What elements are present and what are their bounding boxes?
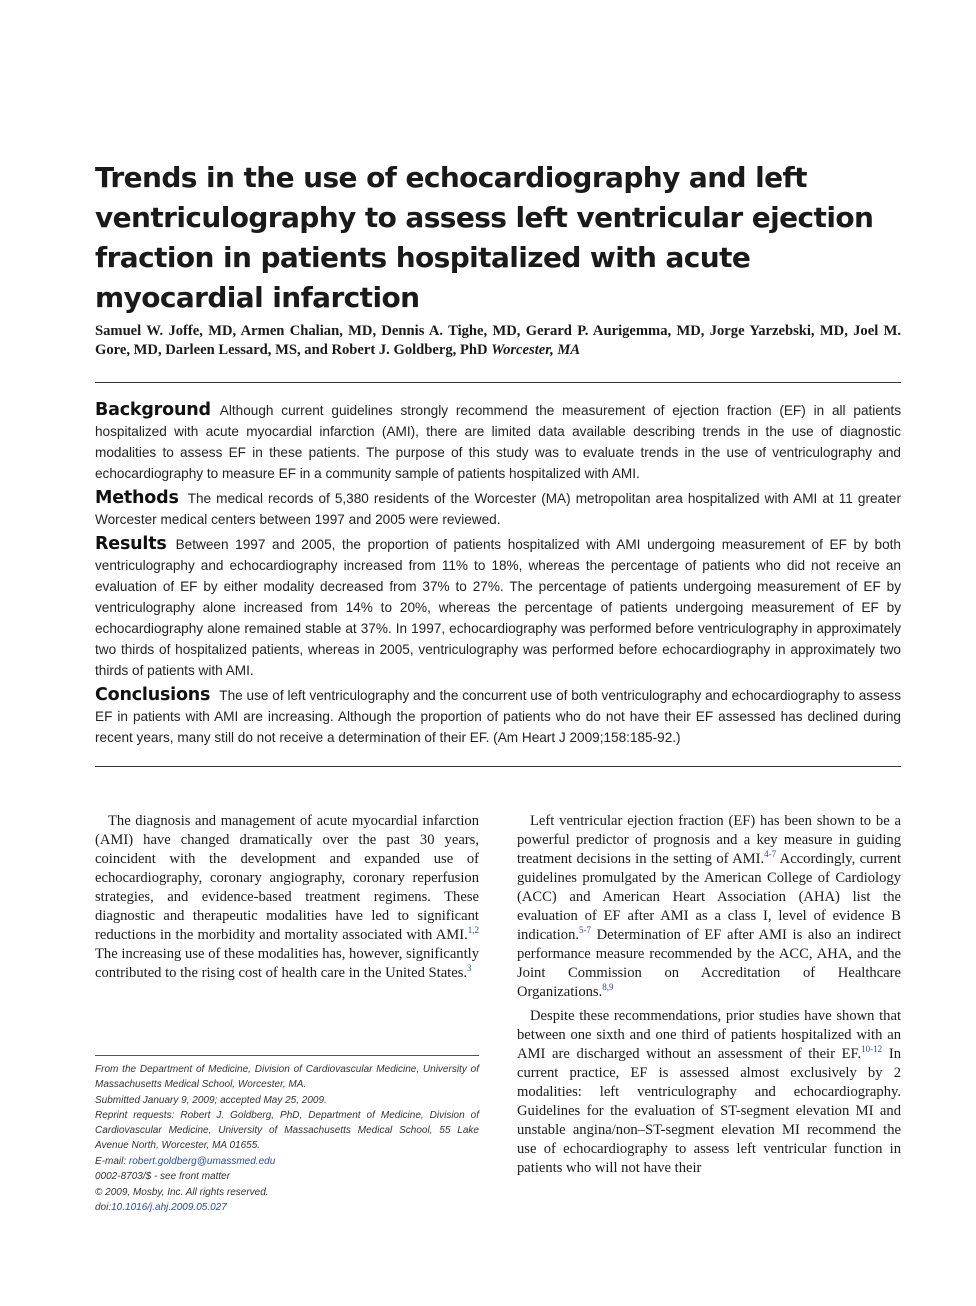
abstract-methods (95, 488, 901, 530)
citation-link[interactable]: 8,9 (602, 982, 614, 993)
methods-heading: Methods (95, 488, 179, 508)
citation-link[interactable]: 5-7 (579, 925, 592, 936)
abstract-background (95, 400, 901, 484)
body-paragraph (517, 1007, 901, 1178)
abstract-bottom-rule (95, 766, 901, 767)
abstract (95, 400, 901, 752)
paragraph-text: Determination of EF after AMI is also an indirect performance measure recommended by the ACC, AHA, and the Joint Commission on Accreditation of Healthcare Organizations. (517, 927, 901, 1000)
footnote-doi (95, 1200, 479, 1215)
email-label: E-mail: (95, 1155, 129, 1167)
footnote-affiliation: From the Department of Medicine, Division of Cardiovascular Medicine, University of Massachusetts Medical School, Worcester, MA. (95, 1064, 479, 1090)
results-text: Between 1997 and 2005, the proportion of patients hospitalized with AMI undergoing measurement of EF by both ventriculography and echocardiography increased from 11% to 18%, whereas the percentage of patients who did not receive an evaluation of EF by either modality decreased from 37% to 27%. The percentage of patients undergoing measurement of EF by ventriculography alone increased from 14% to 20%, whereas the percentage of patients undergoing measurement of EF by echocardiography alone remained stable at 37%. In 1997, echocardiography was performed before ventriculography in approximately two thirds of hospitalized patients, whereas in 2005, ventriculography was performed before echocardiography in approximately two thirds of patients with AMI. (95, 537, 901, 678)
citation-link[interactable]: 1,2 (467, 925, 479, 936)
footnote-issn: 0002-8703/$ - see front matter (95, 1171, 231, 1182)
paragraph-text: The diagnosis and management of acute myocardial infarction (AMI) have changed dramatically over the past 30 years, coincident with the development and expanded use of echocardiography, coronary angiography, coronary reperfusion strategies, and evidence-based treatment regimens. These diagnostic and therapeutic modalities have led to significant reductions in the morbidity and mortality associated with AMI. (95, 813, 479, 943)
footnote-reprint: Reprint requests: Robert J. Goldberg, PhD, Department of Medicine, Division of Cardiovascular Medicine, University of Massachusetts Medical School, 55 Lake Avenue North, Worcester, MA 01655. (95, 1110, 479, 1151)
body-paragraph (95, 812, 479, 983)
conclusions-text: The use of left ventriculography and the concurrent use of both ventriculography and echocardiography to assess EF in patients with AMI are increasing. Although the proportion of patients who do not have their EF assessed has declined during recent years, many still do not receive a determination of their EF. (Am Heart J 2009;158:185-92.) (95, 688, 901, 745)
citation-link[interactable]: 3 (467, 963, 472, 974)
body-paragraph (517, 812, 901, 1002)
background-text: Although current guidelines strongly recommend the measurement of ejection fraction (EF) in all patients hospitalized with acute myocardial infarction (AMI), there are limited data available describing trends in the use of diagnostic modalities to assess EF in these patients. The purpose of this study was to evaluate trends in the use of ventriculography and echocardiography to measure EF in a community sample of patients hospitalized with AMI. (95, 403, 901, 481)
paragraph-text: Despite these recommendations, prior studies have shown that between one sixth and one third of patients hospitalized with an AMI are discharged without an assessment of their EF. (517, 1008, 901, 1062)
abstract-conclusions (95, 685, 901, 748)
abstract-results (95, 534, 901, 681)
citation-link[interactable]: 4-7 (764, 849, 777, 860)
article-title: Trends in the use of echocardiography and left ventriculography to assess left ventricular ejection fraction in patients hospitalized with acute myocardial infarction (95, 161, 874, 314)
body-column-right (517, 812, 901, 1183)
author-location: Worcester, MA (491, 342, 581, 358)
abstract-top-rule (95, 382, 901, 383)
footnote-rule (95, 1055, 479, 1056)
author-list (95, 322, 901, 360)
paragraph-text: The increasing use of these modalities has, however, significantly contributed to the rising cost of health care in the United States. (95, 946, 479, 981)
footnote-dates: Submitted January 9, 2009; accepted May 25, 2009. (95, 1094, 327, 1106)
footnote-copyright: © 2009, Mosby, Inc. All rights reserved. (95, 1186, 269, 1198)
paragraph-text: Accordingly, current guidelines promulgated by the American College of Cardiology (ACC) and American Heart Association (AHA) list the evaluation of EF after AMI as a class I, level of evidence B indication. (517, 851, 901, 943)
body-column-left (95, 812, 479, 988)
footnotes (95, 1062, 479, 1216)
email-link[interactable]: robert.goldberg@umassmed.edu (128, 1155, 276, 1167)
conclusions-heading: Conclusions (95, 685, 211, 705)
paragraph-text: In current practice, EF is assessed almost exclusively by 2 modalities: left ventriculography and echocardiography. Guidelines for the evaluation of ST-segment elevation MI and unstable angina/non–ST-segment elevation MI recommend the use of echocardiography to assess left ventricular function in patients who will not have their (517, 1046, 901, 1176)
citation-link[interactable]: 10-12 (861, 1044, 883, 1055)
paragraph-text: Left ventricular ejection fraction (EF) has been shown to be a powerful predictor of prognosis and a key measure in guiding treatment decisions in the setting of AMI. (517, 813, 901, 867)
doi-label: doi: (95, 1202, 112, 1213)
methods-text: The medical records of 5,380 residents of the Worcester (MA) metropolitan area hospitalized with AMI at 11 greater Worcester medical centers between 1997 and 2005 were reviewed. (95, 491, 901, 527)
footnote-email (95, 1154, 479, 1169)
doi-link[interactable]: 10.1016/j.ahj.2009.05.027 (111, 1202, 227, 1213)
results-heading: Results (95, 534, 167, 554)
authors-names: Samuel W. Joffe, MD, Armen Chalian, MD, Dennis A. Tighe, MD, Gerard P. Aurigemma, MD, Jorge Yarzebski, MD, Joel M. Gore, MD, Darleen Lessard, MS, and Robert J. Goldberg, PhD (95, 323, 901, 358)
background-heading: Background (95, 400, 211, 420)
